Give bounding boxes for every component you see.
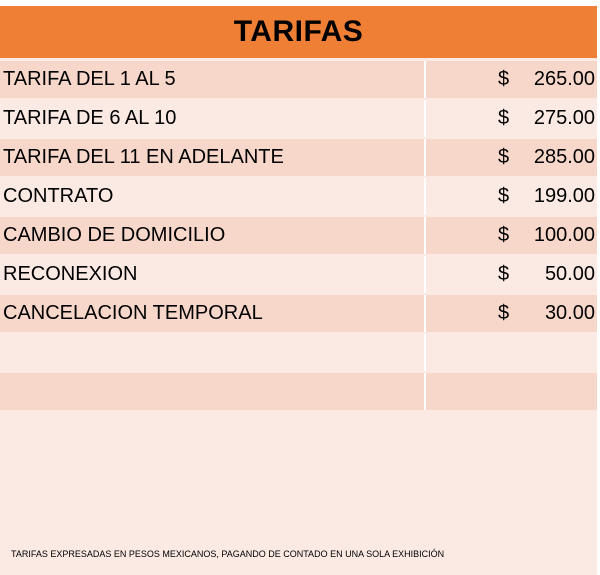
currency-sign: $: [498, 68, 510, 90]
rates-table: [0, 61, 597, 412]
rate-amount: 199.00: [533, 185, 595, 207]
currency-sign: $: [498, 107, 510, 129]
table-row: [0, 178, 597, 215]
currency-sign: $: [498, 185, 510, 207]
rate-amount: 30.00: [544, 302, 595, 324]
rate-amount: 265.00: [533, 68, 595, 90]
rate-amount: 275.00: [533, 107, 595, 129]
currency-sign: $: [498, 263, 510, 285]
rate-amount-cell: [426, 295, 597, 332]
rate-amount-cell: [426, 256, 597, 293]
rate-amount-cell: [426, 373, 597, 410]
rate-label: CANCELACION TEMPORAL: [0, 295, 426, 332]
rate-amount-cell: [426, 334, 597, 371]
rate-label: CONTRATO: [0, 178, 426, 215]
table-row: [0, 256, 597, 293]
rate-amount-cell: [426, 61, 597, 98]
rate-amount-cell: [426, 100, 597, 137]
rate-label: CAMBIO DE DOMICILIO: [0, 217, 426, 254]
currency-sign: $: [498, 146, 510, 168]
title-bar: [0, 6, 597, 58]
rate-label: TARIFA DEL 11 EN ADELANTE: [0, 139, 426, 176]
rate-amount: 100.00: [533, 224, 595, 246]
table-row: [0, 217, 597, 254]
rate-amount: 285.00: [533, 146, 595, 168]
table-row: [0, 139, 597, 176]
rate-label: RECONEXION: [0, 256, 426, 293]
rate-label: [0, 334, 426, 371]
table-row: [0, 100, 597, 137]
table-row: [0, 61, 597, 98]
currency-sign: $: [498, 224, 510, 246]
rate-label: [0, 373, 426, 410]
empty-table-row: [0, 334, 597, 371]
currency-sign: $: [498, 302, 510, 324]
footnote: TARIFAS EXPRESADAS EN PESOS MEXICANOS, PAGANDO DE CONTADO EN UNA SOLA EXHIBICIÓN: [11, 549, 445, 559]
rate-amount: 50.00: [544, 263, 595, 285]
page-title: TARIFAS: [233, 15, 364, 48]
table-row: [0, 295, 597, 332]
rate-amount-cell: [426, 139, 597, 176]
rate-amount-cell: [426, 217, 597, 254]
empty-table-row: [0, 373, 597, 410]
rate-amount-cell: [426, 178, 597, 215]
rate-label: TARIFA DE 6 AL 10: [0, 100, 426, 137]
rates-sheet: [0, 6, 597, 575]
rate-label: TARIFA DEL 1 AL 5: [0, 61, 426, 98]
